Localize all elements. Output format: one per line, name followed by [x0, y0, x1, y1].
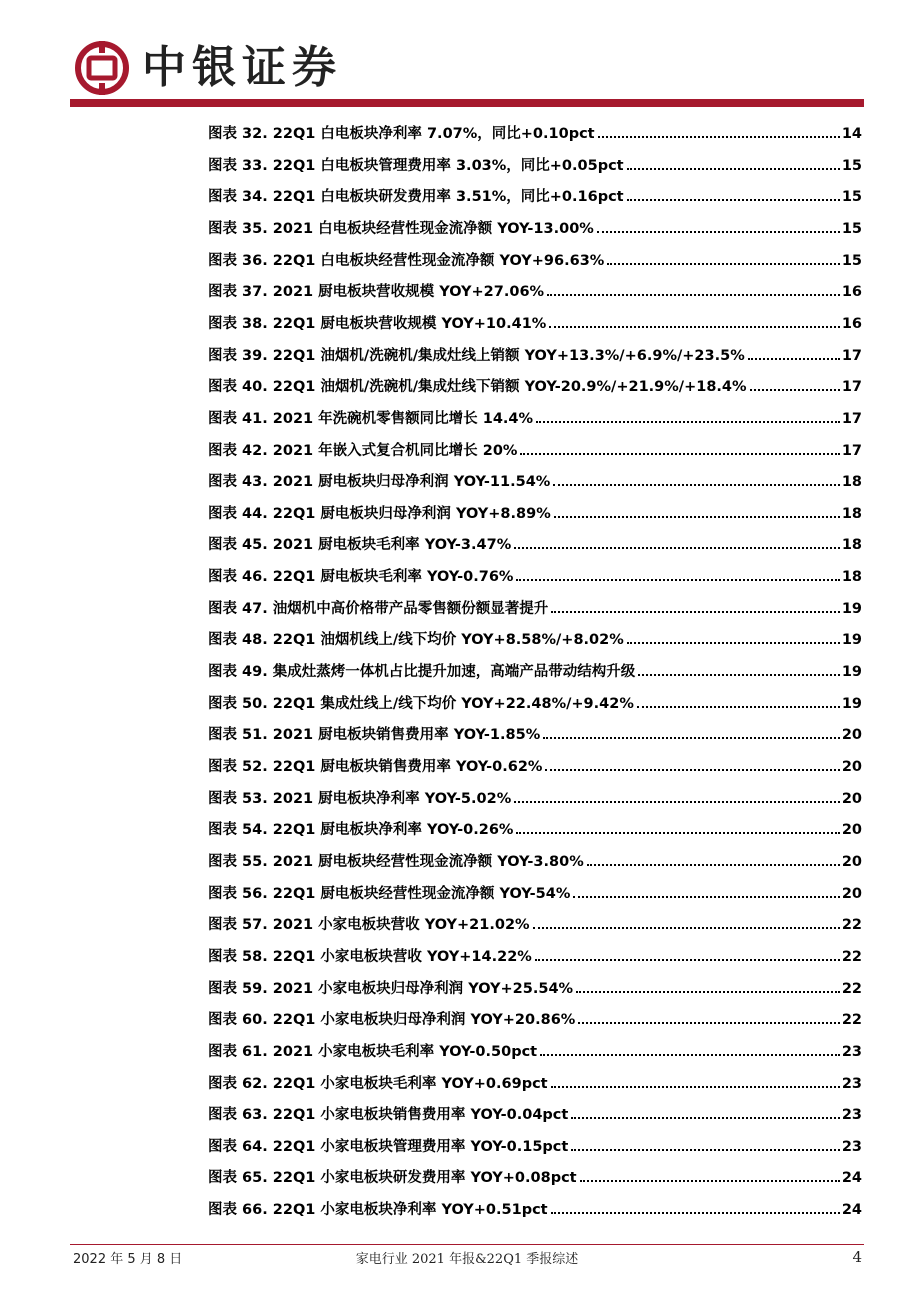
toc-entry-label: 图表 63. 22Q1 小家电板块销售费用率 YOY-0.04pct: [208, 1107, 569, 1124]
toc-entry[interactable]: [208, 752, 862, 776]
toc-entry-label: 图表 43. 2021 厨电板块归母净利润 YOY-11.54%: [208, 474, 551, 491]
toc-entry[interactable]: [208, 1100, 862, 1124]
toc-dot-leader: [549, 326, 840, 328]
footer-divider: [70, 1244, 864, 1245]
toc-entry-label: 图表 57. 2021 小家电板块营收 YOY+21.02%: [208, 917, 530, 934]
toc-entry-page: 20: [841, 790, 862, 807]
toc-entry[interactable]: [208, 594, 862, 618]
toc-dot-leader: [551, 611, 840, 613]
toc-entry[interactable]: [208, 214, 862, 238]
toc-dot-leader: [573, 896, 839, 898]
toc-dot-leader: [553, 484, 840, 486]
toc-dot-leader: [627, 168, 840, 170]
toc-entry[interactable]: [208, 1132, 862, 1156]
footer-report-title: 家电行业 2021 年报&22Q1 季报综述: [355, 1252, 579, 1267]
toc-entry[interactable]: [208, 119, 862, 143]
toc-dot-leader: [533, 927, 840, 929]
toc-entry-label: 图表 49. 集成灶蒸烤一体机占比提升加速，高端产品带动结构升级: [208, 664, 636, 681]
toc-dot-leader: [571, 1149, 839, 1151]
toc-entry[interactable]: [208, 182, 862, 206]
toc-entry-label: 图表 50. 22Q1 集成灶线上/线下均价 YOY+22.48%/+9.42%: [208, 695, 634, 712]
toc-entry[interactable]: [208, 784, 862, 808]
toc-entry-label: 图表 51. 2021 厨电板块销售费用率 YOY-1.85%: [208, 727, 541, 744]
toc-entry-label: 图表 64. 22Q1 小家电板块管理费用率 YOY-0.15pct: [208, 1138, 569, 1155]
toc-entry[interactable]: [208, 815, 862, 839]
toc-dot-leader: [536, 421, 840, 423]
toc-entry-label: 图表 44. 22Q1 厨电板块归母净利润 YOY+8.89%: [208, 505, 551, 522]
toc-entry-label: 图表 66. 22Q1 小家电板块净利率 YOY+0.51pct: [208, 1202, 548, 1219]
toc-entry[interactable]: [208, 1037, 862, 1061]
toc-dot-leader: [545, 769, 839, 771]
toc-entry-page: 23: [841, 1138, 862, 1155]
toc-entry-label: 图表 35. 2021 白电板块经营性现金流净额 YOY-13.00%: [208, 220, 594, 237]
toc-entry-label: 图表 39. 22Q1 油烟机/洗碗机/集成灶线上销额 YOY+13.3%/+6.9%/+23.5%: [208, 347, 745, 364]
toc-entry[interactable]: [208, 499, 862, 523]
toc-dot-leader: [748, 358, 840, 360]
toc-entry-label: 图表 33. 22Q1 白电板块管理费用率 3.03%，同比+0.05pct: [208, 157, 624, 174]
toc-entry[interactable]: [208, 625, 862, 649]
toc-entry-page: 19: [841, 664, 862, 681]
toc-dot-leader: [520, 453, 839, 455]
toc-entry-page: 18: [841, 505, 862, 522]
toc-entry-page: 18: [841, 537, 862, 554]
toc-entry-label: 图表 52. 22Q1 厨电板块销售费用率 YOY-0.62%: [208, 759, 543, 775]
toc-entry[interactable]: [208, 1069, 862, 1093]
toc-entry[interactable]: [208, 910, 862, 934]
toc-entry[interactable]: [208, 1163, 862, 1187]
toc-dot-leader: [750, 389, 840, 391]
toc-entry-page: 20: [841, 885, 862, 902]
toc-entry-page: 18: [841, 569, 862, 586]
toc-entry[interactable]: [208, 436, 862, 460]
toc-entry-label: 图表 53. 2021 厨电板块净利率 YOY-5.02%: [208, 790, 512, 807]
toc-entry[interactable]: [208, 847, 862, 871]
toc-entry-page: 23: [841, 1043, 862, 1060]
page-footer: [70, 1248, 864, 1268]
toc-dot-leader: [580, 1180, 840, 1182]
toc-entry-label: 图表 37. 2021 厨电板块营收规模 YOY+27.06%: [208, 284, 545, 301]
toc-entry-page: 15: [841, 157, 862, 174]
toc-entry-label: 图表 61. 2021 小家电板块毛利率 YOY-0.50pct: [208, 1043, 538, 1060]
toc-dot-leader: [607, 263, 840, 265]
toc-entry-label: 图表 48. 22Q1 油烟机线上/线下均价 YOY+8.58%/+8.02%: [208, 632, 624, 649]
toc-entry-page: 23: [841, 1107, 862, 1124]
toc-entry[interactable]: [208, 1195, 862, 1219]
toc-entry[interactable]: [208, 974, 862, 998]
toc-entry[interactable]: [208, 689, 862, 713]
toc-entry-page: 22: [841, 948, 862, 965]
toc-entry[interactable]: [208, 467, 862, 491]
toc-entry-label: 图表 59. 2021 小家电板块归母净利润 YOY+25.54%: [208, 980, 574, 997]
toc-entry-label: 图表 40. 22Q1 油烟机/洗碗机/集成灶线下销额 YOY-20.9%/+21.9%/+18.4%: [208, 379, 747, 396]
toc-entry-label: 图表 42. 2021 年嵌入式复合机同比增长 20%: [208, 442, 518, 459]
toc-entry-page: 16: [841, 315, 862, 332]
toc-dot-leader: [535, 959, 840, 961]
toc-entry-page: 18: [841, 474, 862, 491]
toc-entry[interactable]: [208, 309, 862, 333]
toc-entry-label: 图表 45. 2021 厨电板块毛利率 YOY-3.47%: [208, 537, 512, 554]
toc-entry-page: 19: [841, 695, 862, 712]
toc-dot-leader: [551, 1086, 840, 1088]
toc-entry-label: 图表 46. 22Q1 厨电板块毛利率 YOY-0.76%: [208, 569, 514, 586]
toc-entry[interactable]: [208, 341, 862, 365]
toc-dot-leader: [597, 231, 840, 233]
toc-entry-page: 17: [841, 410, 862, 427]
toc-entry-page: 24: [841, 1170, 862, 1187]
toc-dot-leader: [554, 516, 840, 518]
toc-entry-label: 图表 34. 22Q1 白电板块研发费用率 3.51%，同比+0.16pct: [208, 189, 624, 206]
toc-entry-page: 15: [841, 189, 862, 206]
toc-dot-leader: [514, 547, 840, 549]
toc-entry-page: 15: [841, 252, 862, 269]
toc-dot-leader: [627, 199, 840, 201]
toc-entry[interactable]: [208, 720, 862, 744]
toc-dot-leader: [516, 832, 839, 834]
toc-entry-page: 22: [841, 917, 862, 934]
toc-entry-page: 23: [841, 1075, 862, 1092]
toc-entry-label: 图表 38. 22Q1 厨电板块营收规模 YOY+10.41%: [208, 315, 547, 332]
toc-entry-page: 22: [841, 980, 862, 997]
toc-entry-page: 19: [841, 632, 862, 649]
toc-entry[interactable]: [208, 151, 862, 175]
toc-dot-leader: [514, 801, 840, 803]
toc-dot-leader: [627, 642, 840, 644]
toc-entry-page: 19: [841, 600, 862, 617]
footer-page-number: 4: [852, 1248, 862, 1266]
toc-entry-page: 17: [841, 442, 862, 459]
toc-entry-page: 16: [841, 284, 862, 301]
toc-entry-page: 17: [841, 347, 862, 364]
toc-entry-label: 图表 41. 2021 年洗碗机零售额同比增长 14.4%: [208, 410, 534, 427]
toc-entry-page: 20: [841, 727, 862, 744]
toc-entry-label: 图表 56. 22Q1 厨电板块经营性现金流净额 YOY-54%: [208, 885, 571, 902]
toc-entry-label: 图表 54. 22Q1 厨电板块净利率 YOY-0.26%: [208, 822, 514, 839]
toc-dot-leader: [576, 991, 840, 993]
toc-entry-label: 图表 36. 22Q1 白电板块经营性现金流净额 YOY+96.63%: [208, 252, 605, 269]
toc-entry[interactable]: [208, 657, 862, 681]
brand-name: 中银证券: [142, 42, 342, 93]
toc-entry-page: 22: [841, 1012, 862, 1029]
toc-entry-label: 图表 55. 2021 厨电板块经营性现金流净额 YOY-3.80%: [208, 853, 584, 870]
toc-entry-page: 24: [841, 1202, 862, 1219]
toc-entry[interactable]: [208, 530, 862, 554]
toc-dot-leader: [587, 864, 840, 866]
toc-entry-label: 图表 60. 22Q1 小家电板块归母净利润 YOY+20.86%: [208, 1012, 576, 1029]
toc-entry-label: 图表 62. 22Q1 小家电板块毛利率 YOY+0.69pct: [208, 1075, 548, 1092]
toc-dot-leader: [578, 1022, 840, 1024]
toc-entry[interactable]: [208, 246, 862, 270]
toc-dot-leader: [571, 1117, 839, 1119]
toc-dot-leader: [540, 1054, 840, 1056]
toc-entry-page: 17: [841, 379, 862, 396]
toc-entry-label: 图表 58. 22Q1 小家电板块营收 YOY+14.22%: [208, 948, 532, 965]
toc-entry[interactable]: [208, 942, 862, 966]
toc-entry[interactable]: [208, 372, 862, 396]
toc-dot-leader: [543, 737, 840, 739]
toc-entry-label: 图表 47. 油烟机中高价格带产品零售额份额显著提升: [208, 600, 549, 617]
toc-entry[interactable]: [208, 879, 862, 903]
toc-dot-leader: [547, 294, 840, 296]
toc-entry-label: 图表 65. 22Q1 小家电板块研发费用率 YOY+0.08pct: [208, 1170, 577, 1187]
toc-entry[interactable]: [208, 562, 862, 586]
toc-entry-page: 15: [841, 220, 862, 237]
toc-entry[interactable]: [208, 277, 862, 301]
toc-entry-page: 20: [841, 759, 862, 775]
toc-entry-page: 14: [841, 126, 862, 142]
toc-dot-leader: [637, 706, 840, 708]
toc-dot-leader: [638, 674, 840, 676]
toc-dot-leader: [598, 136, 840, 138]
toc-entry-label: 图表 32. 22Q1 白电板块净利率 7.07%，同比+0.10pct: [208, 126, 595, 142]
toc-entry[interactable]: [208, 404, 862, 428]
toc-entry-page: 20: [841, 822, 862, 839]
toc-dot-leader: [551, 1212, 840, 1214]
toc-entry-page: 20: [841, 853, 862, 870]
toc-dot-leader: [516, 579, 839, 581]
toc-entry[interactable]: [208, 1005, 862, 1029]
footer-date: 2022 年 5 月 8 日: [73, 1252, 183, 1267]
